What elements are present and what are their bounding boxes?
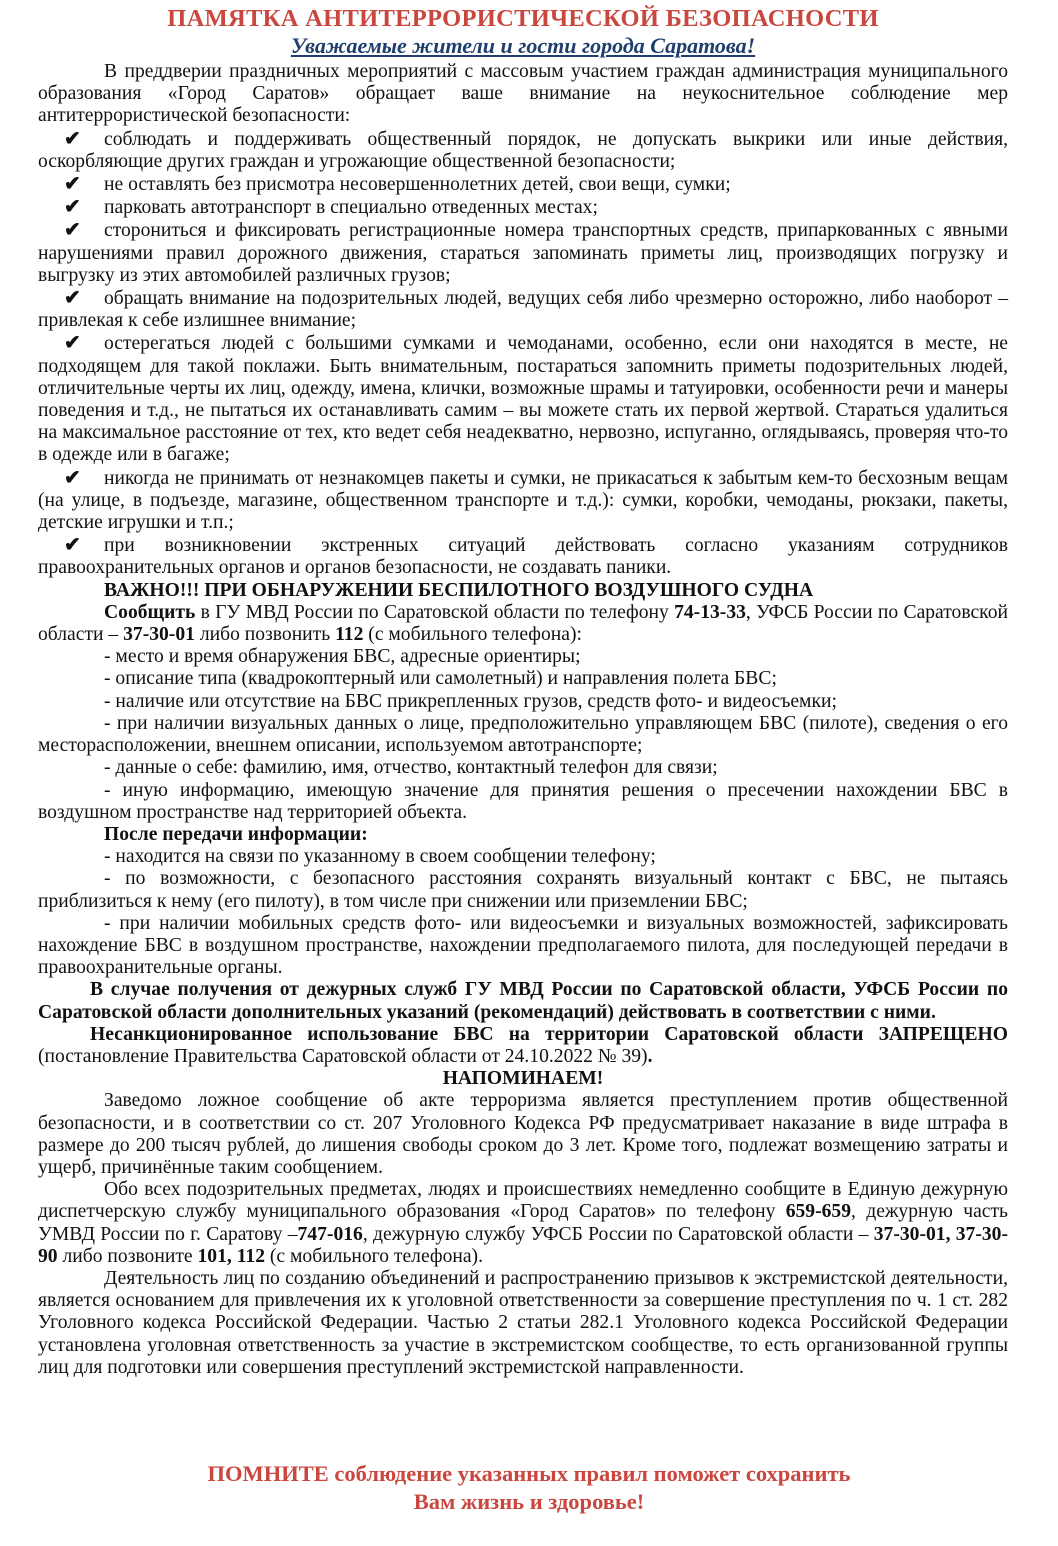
list-item: - описание типа (квадрокоптерный или самолетный) и направления полета БВС; bbox=[104, 668, 777, 690]
after-report-list bbox=[38, 846, 1008, 979]
document-subtitle: Уважаемые жители и гости города Саратова! bbox=[290, 33, 756, 58]
list-item: - при наличии визуальных данных о лице, предположительно управляющем БВС (пилоте), сведения о его месторасположении, внешнем описании, используемом автотранспорте; bbox=[38, 712, 1008, 757]
phone-number: 37-30-01 bbox=[123, 624, 195, 646]
rule-item: ✔ парковать автотранспорт в специально отведенных местах; bbox=[64, 196, 598, 219]
ban-paragraph: Несанкционированное использование БВС на территории Саратовской области ЗАПРЕЩЕНО (постановление Правительства Саратовской области от 24.10.2022 № 39). bbox=[38, 1023, 1008, 1067]
check-icon: ✔ bbox=[64, 534, 81, 557]
footer-line: ПОМНИТЕ соблюдение указанных правил поможет сохранить bbox=[207, 1461, 851, 1486]
footer-line: Вам жизнь и здоровье! bbox=[413, 1489, 645, 1514]
rule-item: ✔ при возникновении экстренных ситуаций действовать согласно указаниям сотрудников правоохранительных органов и органов безопасности, не создавать паники. bbox=[38, 534, 1008, 579]
rule-item: ✔ остерегаться людей с большими сумками и чемоданами, особенно, если они находятся в месте, не подходящем для такой поклажи. Быть внимательным, постараться запомнить приметы подозрительных людей, отличительные черты их лиц, одежду, имена, клички, возможные шрамы и татуировки, особенности речи и манеры поведения и т.д., не пытаться их останавливать самим – вы можете стать их первой жертвой. Стараться удалиться на максимальное расстояние от тех, кто ведет себя неадекватно, нервозно, испуганно, оглядываясь, проверяя что-то в одежде или в багаже; bbox=[38, 332, 1008, 466]
reminder-paragraph-3: Деятельность лиц по созданию объединений и распространению призывов к экстремистской деятельности, является основанием для привлечения их к уголовной ответственности за совершение преступления по ч. 1 ст. 282 Уголовного кодекса Российской Федерации. Частью 2 статьи 282.1 Уголовного кодекса Российской Федерации установлена уголовная ответственность за участие в экстремистском сообществе, то есть организованной группы лиц для подготовки или совершения преступлений экстремистской направленности. bbox=[38, 1267, 1008, 1378]
rule-item: ✔ сторониться и фиксировать регистрационные номера транспортных средств, припаркованных с явными нарушениями правил дорожного движения, стараться запоминать приметы лиц, производящих погрузку и выгрузку из этих автомобилей различных грузов; bbox=[38, 219, 1008, 286]
list-item: - по возможности, с безопасного расстояния сохранять визуальный контакт с БВС, не пытаясь приблизиться к нему (его пилоту), в том числе при снижении или приземлении БВС; bbox=[38, 868, 1008, 912]
rule-item: ✔ обращать внимание на подозрительных людей, ведущих себя либо чрезмерно осторожно, либо наоборот – привлекая к себе излишнее внимание; bbox=[38, 287, 1008, 332]
rule-item: ✔ соблюдать и поддерживать общественный порядок, не допускать выкрики или иные действия, оскорбляющие других граждан и угрожающие общественной безопасности; bbox=[38, 127, 1008, 172]
list-item: - находится на связи по указанному в своем сообщении телефону; bbox=[104, 846, 656, 868]
check-icon: ✔ bbox=[64, 196, 81, 219]
reminder-paragraph-2: Обо всех подозрительных предметах, людях и происшествиях немедленно сообщите в Единую дежурную диспетчерскую службу муниципального образования «Город Саратов» по телефону 659-659, дежурную часть УМВД России по г. Саратову –747-016, дежурную службу УФСБ России по Саратовской области – 37-30-01, 37-30-90 либо позвоните 101, 112 (с мобильного телефона). bbox=[38, 1179, 1008, 1267]
check-icon: ✔ bbox=[64, 287, 81, 310]
list-item: - наличие или отсутствие на БВС прикрепленных грузов, средств фото- и видеосъемки; bbox=[104, 690, 837, 712]
footer-slogan bbox=[0, 1460, 1058, 1516]
check-icon: ✔ bbox=[64, 127, 81, 150]
phone-number: 112 bbox=[335, 624, 364, 646]
rules-list bbox=[38, 128, 1008, 580]
reminder-paragraph-1: Заведомо ложное сообщение об акте терроризма является преступлением против общественной безопасности, и в соответствии со ст. 207 Уголовного Кодекса РФ предусматривает наказание в виде штрафа в размере до 200 тысяч рублей, до лишения свободы сроком до 3 лет. Кроме того, подлежат возмещению затраты и ущерб, причинённые таким сообщением. bbox=[38, 1090, 1008, 1178]
phone-number: 659-659 bbox=[785, 1201, 852, 1223]
phone-number: 101, 112 bbox=[197, 1245, 265, 1267]
after-report-heading: После передачи информации: bbox=[104, 823, 368, 845]
reminder-heading: НАПОМИНАЕМ! bbox=[442, 1068, 604, 1090]
document-title: ПАМЯТКА АНТИТЕРРОРИСТИЧЕСКОЙ БЕЗОПАСНОСТИ bbox=[167, 5, 879, 32]
list-item: - место и время обнаружения БВС, адресные ориентиры; bbox=[104, 646, 581, 668]
document-page bbox=[38, 4, 1008, 1379]
drone-heading: ВАЖНО!!! ПРИ ОБНАРУЖЕНИИ БЕСПИЛОТНОГО ВОЗДУШНОГО СУДНА bbox=[104, 579, 814, 601]
phone-number: 74-13-33 bbox=[674, 601, 746, 623]
rule-item: ✔ не оставлять без присмотра несовершеннолетних детей, свои вещи, сумки; bbox=[64, 173, 731, 196]
intro-paragraph: В преддверии праздничных мероприятий с массовым участием граждан администрация муниципального образования «Город Саратов» обращает ваше внимание на неукоснительное соблюдение мер антитеррористической безопасности: bbox=[38, 61, 1008, 127]
drone-report-paragraph: Сообщить в ГУ МВД России по Саратовской области по телефону 74-13-33, УФСБ России по Саратовской области – 37-30-01 либо позвонить 112 (с мобильного телефона): bbox=[38, 601, 1008, 646]
list-item: - иную информацию, имеющую значение для принятия решения о пресечении нахождении БВС в воздушном пространстве над территорией объекта. bbox=[38, 779, 1008, 823]
instructions-paragraph: В случае получения от дежурных служб ГУ МВД России по Саратовской области, УФСБ России по Саратовской области дополнительных указаний (рекомендаций) действовать в соответствии с ними. bbox=[38, 979, 1008, 1023]
check-icon: ✔ bbox=[64, 173, 81, 196]
phone-number: 37-30-01, 37-30-90 bbox=[38, 1223, 1008, 1267]
check-icon: ✔ bbox=[64, 219, 81, 242]
rule-item: ✔ никогда не принимать от незнакомцев пакеты и сумки, не прикасаться к забытым кем-то бесхозным вещам (на улице, в подъезде, магазине, общественном транспорте и т.д.): сумки, коробки, чемоданы, рюкзаки, пакеты, детские игрушки и т.п.; bbox=[38, 466, 1008, 534]
list-item: - данные о себе: фамилию, имя, отчество, контактный телефон для связи; bbox=[104, 757, 718, 779]
list-item: - при наличии мобильных средств фото- или видеосъемки и визуальных возможностей, зафиксировать нахождение БВС в воздушном пространстве, нахождении предполагаемого пилота, для последующей передачи в правоохранительные органы. bbox=[38, 912, 1008, 979]
drone-report-list bbox=[38, 646, 1008, 824]
check-icon: ✔ bbox=[64, 332, 81, 355]
check-icon: ✔ bbox=[64, 466, 81, 489]
phone-number: 747-016 bbox=[297, 1223, 363, 1245]
